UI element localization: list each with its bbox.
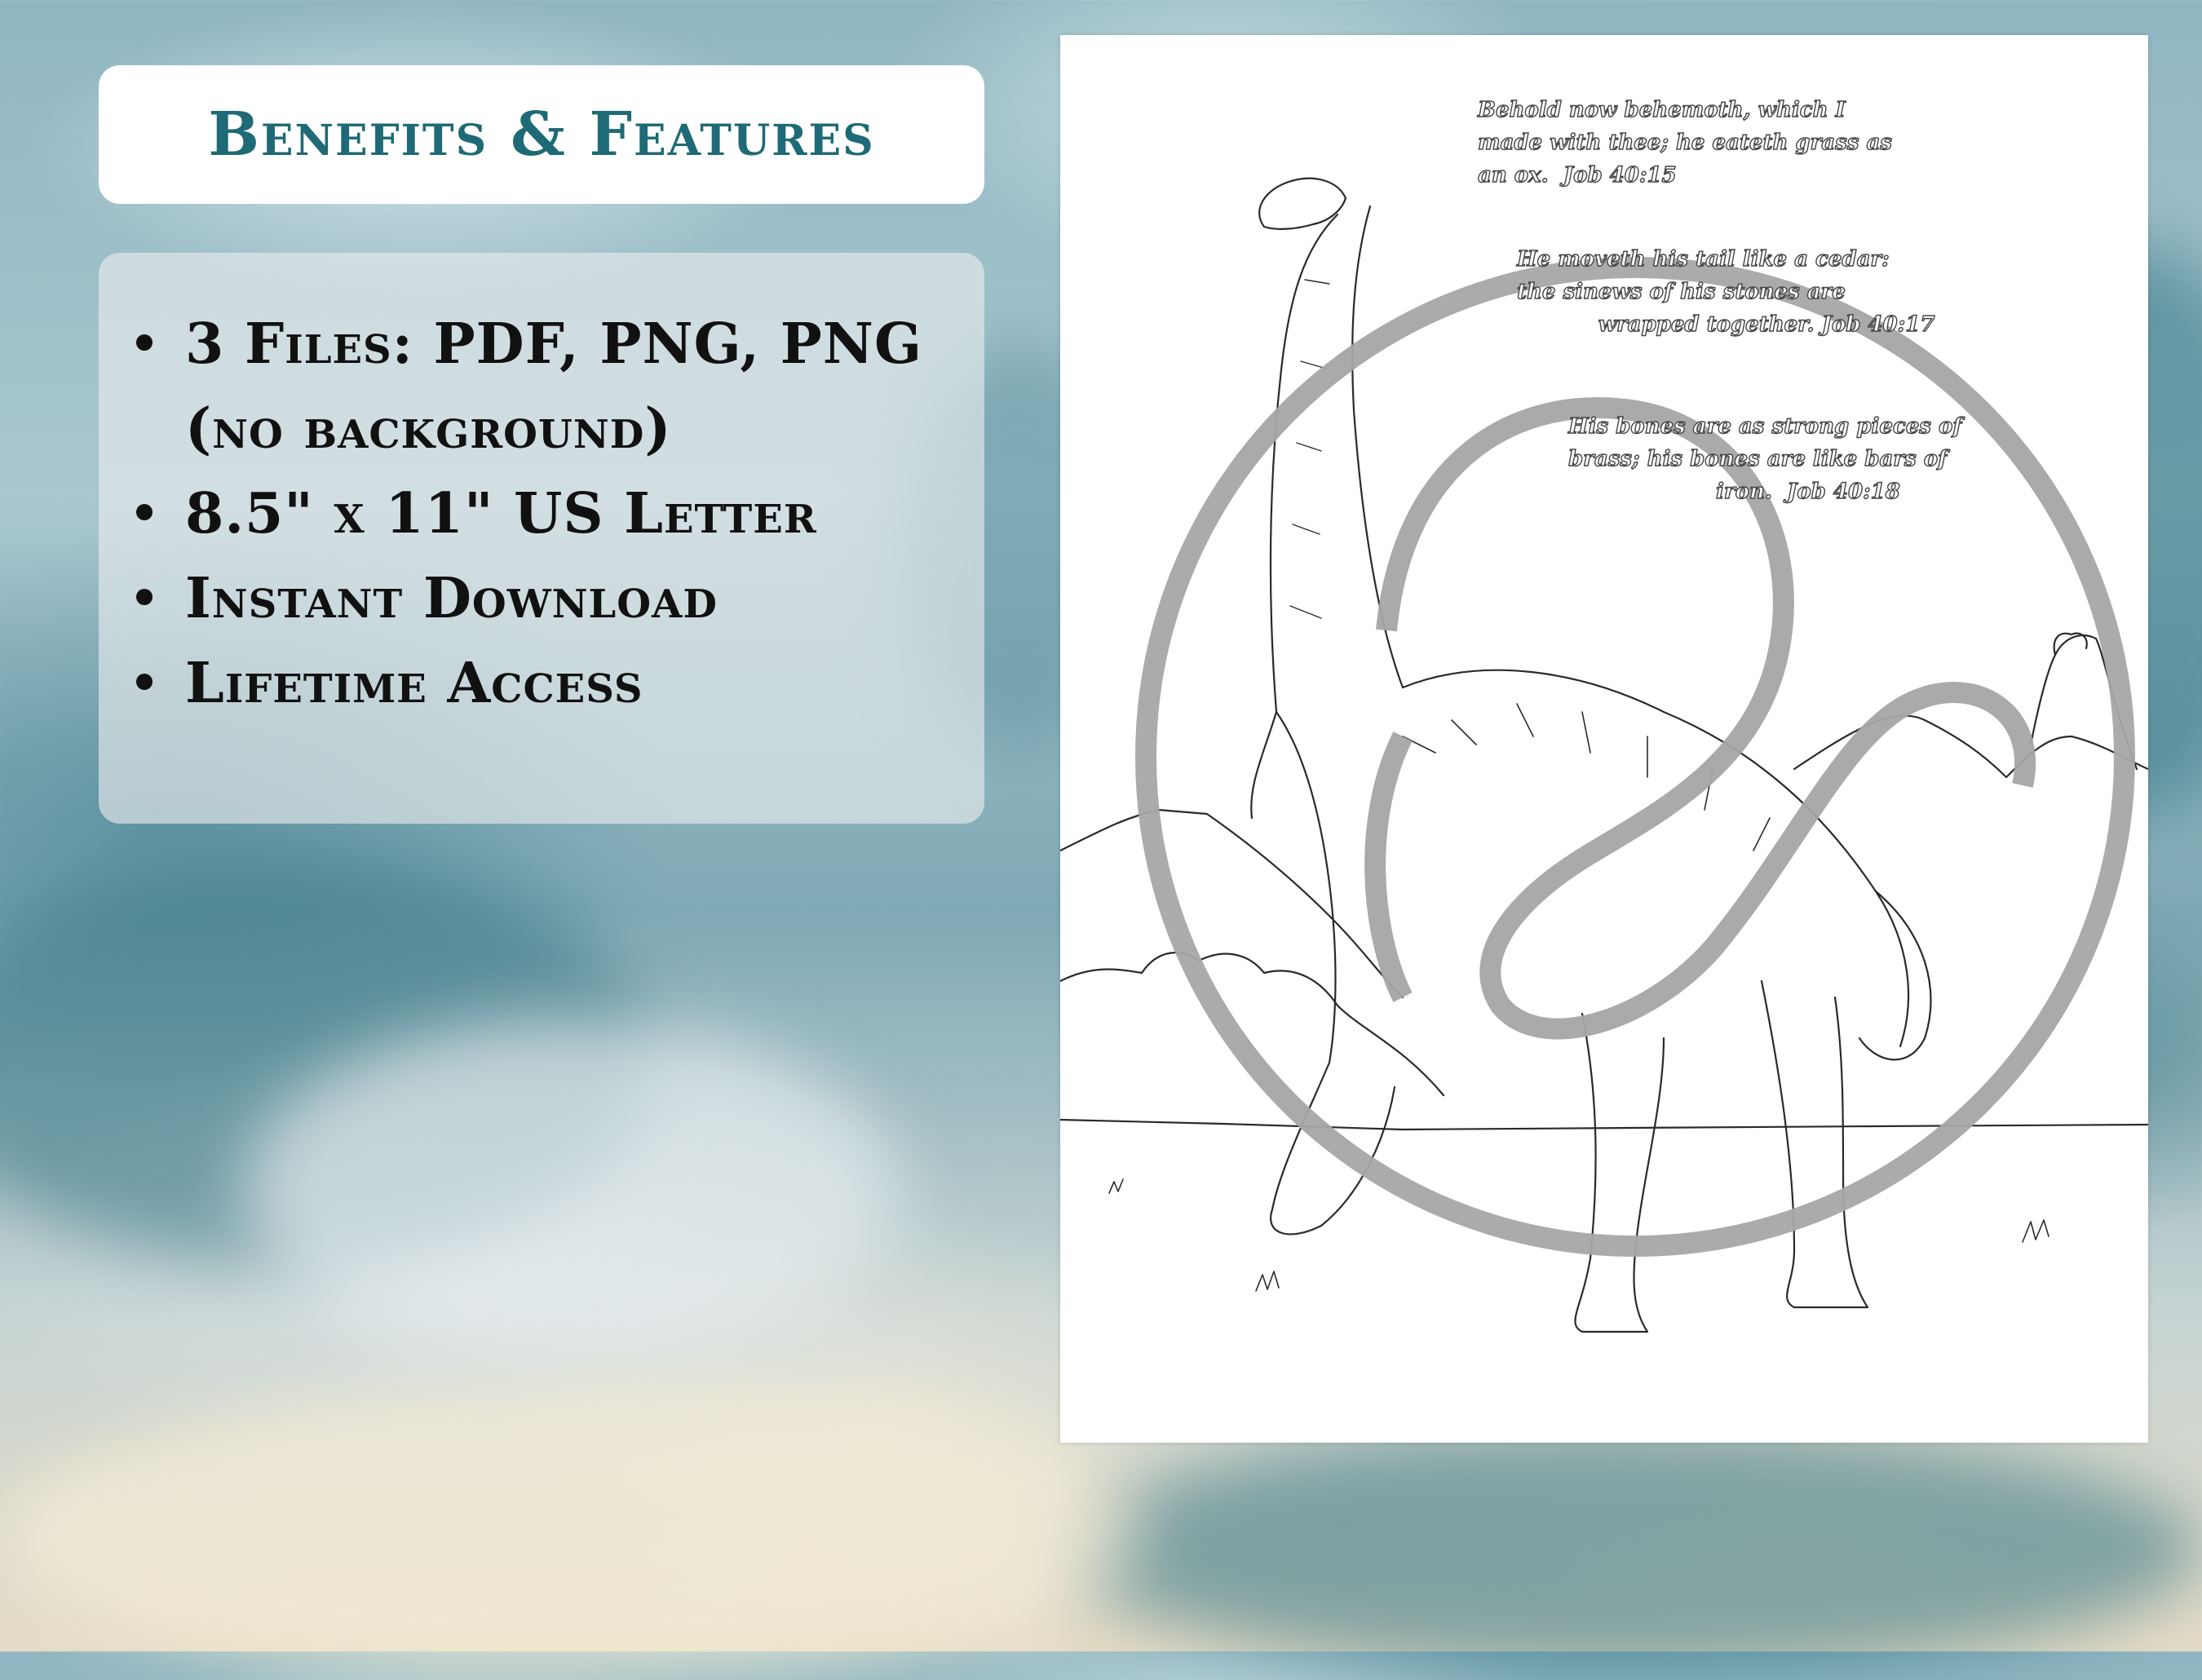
feature-item <box>128 641 984 726</box>
bullet-icon <box>136 674 153 690</box>
features-card <box>99 253 984 824</box>
feature-label: 8.5" x 11" US Letter <box>185 481 817 546</box>
volcano-smoke <box>2054 634 2087 655</box>
cloud-shape <box>1060 1427 2202 1672</box>
page-title: Benefits & Features <box>208 99 875 170</box>
features-list <box>99 253 984 726</box>
feature-label: Lifetime Access <box>185 651 643 716</box>
dinosaur-hind-leg-right <box>1762 981 1868 1307</box>
feature-item <box>128 302 984 387</box>
dinosaur-chest <box>1276 712 1336 1063</box>
feature-label: 3 Files: PDF, PNG, PNG <box>185 312 923 377</box>
title-card <box>99 65 984 204</box>
dinosaur-hind-leg-left <box>1575 1014 1664 1332</box>
coloring-page-preview <box>1060 35 2148 1443</box>
cloud-shape <box>245 1019 897 1362</box>
bullet-icon <box>136 589 153 605</box>
feature-label: (no background) <box>185 396 672 462</box>
dinosaur-tail <box>1859 891 1931 1059</box>
cloud-shape <box>0 1386 1142 1680</box>
verse-job-40-17: He moveth his tail like a cedar: the sinews of his stones are wrapped together. Job 40:17 <box>1517 247 1935 337</box>
feature-item-continuation <box>128 387 984 471</box>
dinosaur-head <box>1259 179 1346 229</box>
bullet-icon <box>136 334 153 351</box>
dinosaur-neck <box>1251 214 1338 818</box>
feature-label: Instant Download <box>185 566 718 631</box>
feature-item <box>128 556 984 641</box>
bullet-icon <box>136 504 153 520</box>
verse-job-40-15: Behold now behemoth, which I made with thee; he eateth grass as an ox. Job 40:15 <box>1478 98 1892 188</box>
feature-item <box>128 471 984 556</box>
ground-line <box>1060 1120 2148 1130</box>
verse-job-40-18: His bones are as strong pieces of brass; his bones are like bars of iron. Job 40:18 <box>1568 414 1962 504</box>
